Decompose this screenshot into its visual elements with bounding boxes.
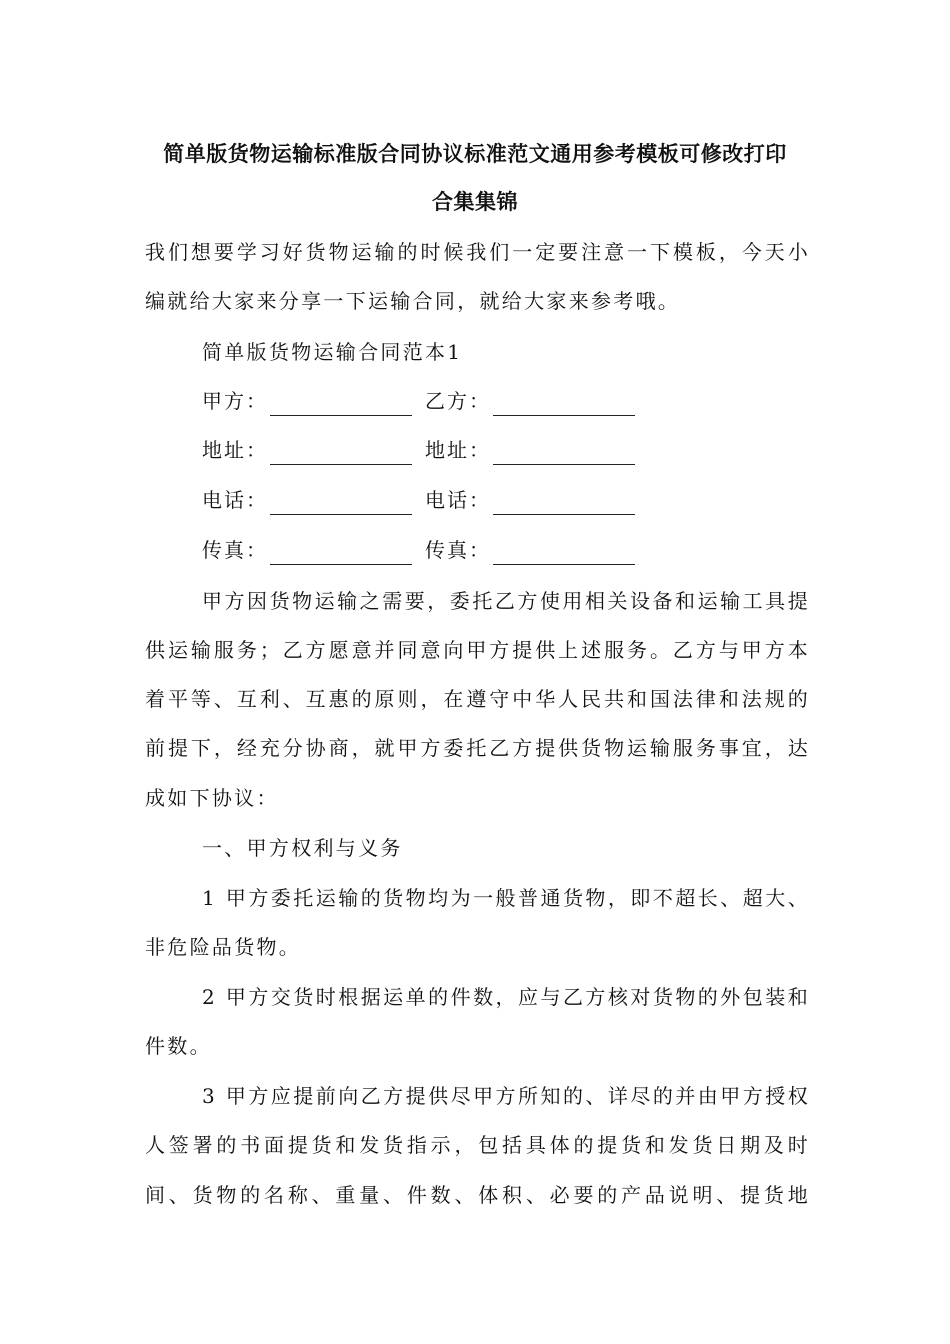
phone-a-field <box>202 485 412 515</box>
phone-b-field <box>425 485 635 515</box>
item-line: 人签署的书面提货和发货指示，包括具体的提货和发货日期及时 <box>145 1133 810 1157</box>
item-line: 3 甲方应提前向乙方提供尽甲方所知的、详尽的并由甲方授权 <box>202 1084 810 1108</box>
paragraph-line: 前提下，经充分协商，就甲方委托乙方提供货物运输服务事宜，达 <box>145 736 810 760</box>
field-label: 传真： <box>202 538 268 562</box>
paragraph-line: 成如下协议： <box>145 786 279 810</box>
document-title-line-2: 合集集锦 <box>432 190 518 214</box>
field-label: 地址： <box>202 438 268 462</box>
field-label: 传真： <box>425 538 491 562</box>
party-b-field <box>425 386 635 416</box>
blank-line <box>270 395 412 416</box>
blank-line <box>270 444 412 465</box>
field-label: 地址： <box>425 438 491 462</box>
blank-line <box>493 544 635 565</box>
section-heading: 一、甲方权利与义务 <box>202 836 403 860</box>
paragraph-line: 供运输服务；乙方愿意并同意向甲方提供上述服务。乙方与甲方本 <box>145 638 810 662</box>
item-line: 件数。 <box>145 1034 212 1058</box>
blank-line <box>270 544 412 565</box>
field-label: 甲方： <box>202 389 268 413</box>
field-label: 电话： <box>202 488 268 512</box>
item-line: 2 甲方交货时根据运单的件数，应与乙方核对货物的外包装和 <box>202 985 810 1009</box>
blank-line <box>493 395 635 416</box>
intro-line-2: 编就给大家来分享一下运输合同，就给大家来参考哦。 <box>145 289 681 313</box>
paragraph-line: 甲方因货物运输之需要，委托乙方使用相关设备和运输工具提 <box>202 589 810 613</box>
item-line: 间、货物的名称、重量、件数、体积、必要的产品说明、提货地 <box>145 1183 810 1207</box>
fax-a-field <box>202 535 412 565</box>
blank-line <box>493 494 635 515</box>
blank-line <box>493 444 635 465</box>
document-title-line-1: 简单版货物运输标准版合同协议标准范文通用参考模板可修改打印 <box>163 142 787 166</box>
party-a-field <box>202 386 412 416</box>
address-b-field <box>425 435 635 465</box>
intro-line-1: 我们想要学习好货物运输的时候我们一定要注意一下模板，今天小 <box>145 240 810 264</box>
field-label: 乙方： <box>425 389 491 413</box>
item-line: 1 甲方委托运输的货物均为一般普通货物，即不超长、超大、 <box>202 886 810 910</box>
address-a-field <box>202 435 412 465</box>
paragraph-line: 着平等、互利、互惠的原则，在遵守中华人民共和国法律和法规的 <box>145 687 810 711</box>
sample-heading: 简单版货物运输合同范本1 <box>202 340 463 364</box>
blank-line <box>270 494 412 515</box>
fax-b-field <box>425 535 635 565</box>
item-line: 非危险品货物。 <box>145 935 302 959</box>
field-label: 电话： <box>425 488 491 512</box>
